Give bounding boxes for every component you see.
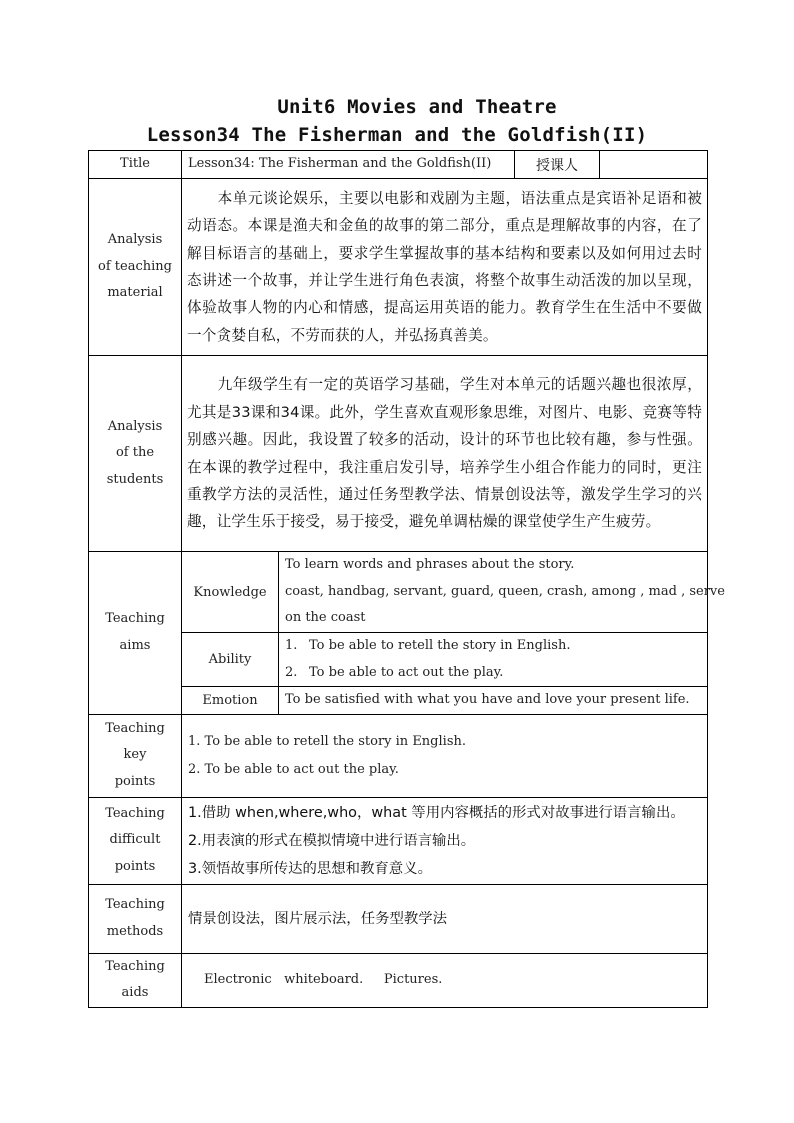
lesson-plan-table (88, 150, 725, 1008)
title-label: Title (89, 151, 182, 179)
lesson-title: Lesson34 The Fisherman and the Goldfish(II) (146, 124, 648, 146)
knowledge-content: To learn words and phrases about the story. coast, handbag, servant, guard, queen, crash, among , mad , serve on the coast (279, 552, 708, 633)
title-row (89, 151, 708, 179)
teaching-aims-label: Teaching aims (89, 552, 182, 715)
analysis-students-text: 九年级学生有一定的英语学习基础，学生对本单元的话题兴趣也很浓厚，尤其是33课和34课。此外，学生喜欢直观形象思维，对图片、电影、竞赛等特别感兴趣。因此，我设置了较多的活动，设计的环节也比较有趣，参与性强。在本课的教学过程中，我注重启发引导，培养学生小组合作能力的同时，更注重教学方法的灵活性，通过任务型教学法、情景创设法等，激发学生学习的兴趣，让学生乐于接受，易于接受，避免单调枯燥的课堂使学生产生疲劳。 (182, 356, 708, 552)
analysis-students-label: Analysis of the students (89, 356, 182, 552)
ability-content (279, 633, 708, 687)
difficult-points-content: 1.借助 when,where,who，what 等用内容概括的形式对故事进行语言输出。 2.用表演的形式在模拟情境中进行语言输出。 3.领悟故事所传达的思想和教育意义。 (182, 797, 708, 884)
aims-emotion-row (89, 687, 708, 715)
analysis-material-label: Analysis of teaching material (89, 179, 182, 356)
analysis-material-row (89, 179, 708, 356)
difficult-points-row (89, 797, 708, 884)
ability-item: 2. To be able to act out the play. (285, 664, 504, 680)
emotion-label: Emotion (182, 687, 279, 715)
key-points-row (89, 714, 708, 797)
analysis-material-text: 本单元谈论娱乐，主要以电影和戏剧为主题，语法重点是宾语补足语和被动语态。本课是渔夫和金鱼的故事的第二部分，重点是理解故事的内容，在了解目标语言的基础上，要求学生掌握故事的基本结构和要素以及如何用过去时态讲述一个故事，并让学生进行角色表演，将整个故事生动活泼的加以呈现，体验故事人物的内心和情感，提高运用英语的能力。教育学生在生活中不要做一个贪婪自私，不劳而获的人，并弘扬真善美。 (182, 179, 708, 356)
aims-knowledge-row (89, 552, 708, 633)
methods-label: Teaching methods (89, 884, 182, 953)
aids-content: Electronic whiteboard. Pictures. (182, 953, 708, 1007)
teacher-label: 授课人 (515, 151, 600, 179)
knowledge-label: Knowledge (182, 552, 279, 633)
difficult-points-label: Teaching difficult points (89, 797, 182, 884)
ability-item: 1. To be able to retell the story in English. (285, 638, 571, 653)
key-points-content: 1. To be able to retell the story in English. 2. To be able to act out the play. (182, 714, 708, 797)
title-value: Lesson34: The Fisherman and the Goldfish(II) (182, 151, 515, 179)
aims-ability-row (89, 633, 708, 687)
ability-label: Ability (182, 633, 279, 687)
unit-title: Unit6 Movies and Theatre (277, 96, 557, 118)
teacher-value (600, 151, 708, 179)
methods-row (89, 884, 708, 953)
emotion-content: To be satisfied with what you have and love your present life. (279, 687, 708, 715)
key-points-label: Teaching key points (89, 714, 182, 797)
aids-row (89, 953, 708, 1007)
aids-label: Teaching aids (89, 953, 182, 1007)
methods-content: 情景创设法，图片展示法，任务型教学法 (182, 884, 708, 953)
analysis-students-row (89, 356, 708, 552)
